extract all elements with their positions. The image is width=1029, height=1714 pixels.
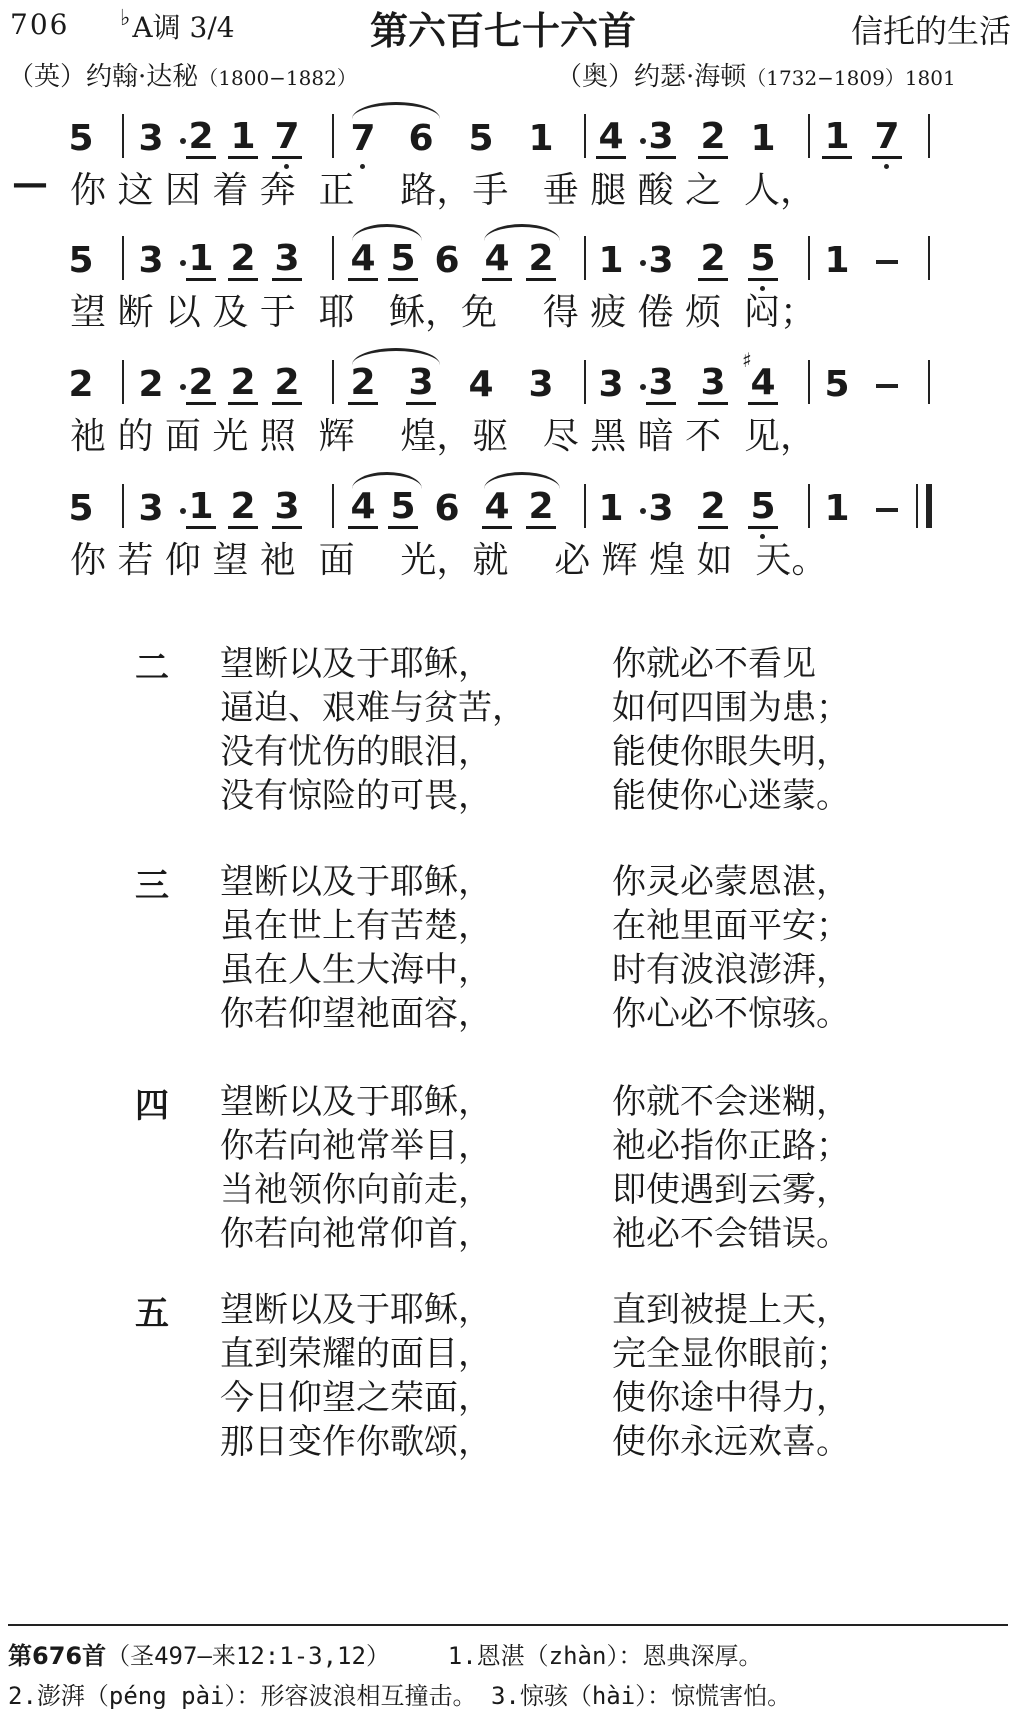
barline: [332, 360, 334, 404]
note: 3: [598, 364, 624, 405]
note: 2: [186, 364, 216, 405]
note: 3: [646, 118, 676, 159]
note: 2: [526, 488, 556, 529]
slur: [352, 224, 422, 241]
note: 2: [138, 364, 164, 405]
verse-line-left: 你若仰望祂面容，: [220, 994, 492, 1034]
slur: [352, 348, 440, 365]
footer-ref: （圣497—来12:1-3,12）: [106, 1642, 390, 1670]
note: 4: [596, 118, 626, 159]
verse-line-left: 虽在人生大海中，: [220, 950, 492, 990]
barline: [928, 236, 930, 280]
barline: [928, 360, 930, 404]
note: 3: [272, 240, 302, 281]
note: 6: [408, 118, 434, 159]
verse-line-left: 你若向祂常仰首，: [220, 1214, 492, 1254]
barline: [584, 360, 586, 404]
verse-label: 二: [135, 648, 169, 688]
verse-line-right: 你心必不惊骇。: [612, 994, 850, 1034]
note: 5: [68, 488, 94, 529]
note: 3: [272, 488, 302, 529]
score-line: [0, 470, 1029, 590]
lyricist-name: （英）约翰·达秘: [8, 62, 199, 92]
note: 3: [698, 364, 728, 405]
barline: [332, 484, 334, 528]
barline: [808, 114, 810, 158]
note: 1: [824, 240, 850, 281]
sustain-dash: [876, 508, 898, 512]
score-line: [0, 100, 1029, 220]
slur: [484, 224, 560, 241]
note: 1: [824, 488, 850, 529]
note: 3: [648, 240, 674, 281]
verse-line-right: 如何四围为患；: [612, 688, 850, 728]
score-line: [0, 222, 1029, 342]
footer-rule: [8, 1624, 1008, 1626]
note: 1: [598, 488, 624, 529]
note: 5: [824, 364, 850, 405]
note: 5: [468, 118, 494, 159]
sharp-icon: ♯: [742, 348, 752, 372]
verse-line-right: 能使你心迷蒙。: [612, 776, 850, 816]
verse-line-left: 今日仰望之荣面，: [220, 1378, 492, 1418]
note: 5: [68, 118, 94, 159]
octave-dot: [884, 164, 889, 169]
verse-line-left: 望断以及于耶稣，: [220, 862, 492, 902]
barline: [122, 114, 124, 158]
note: 5: [68, 240, 94, 281]
note: 2: [186, 118, 216, 159]
note: 7: [350, 118, 376, 159]
note: 6: [434, 488, 460, 529]
note: 4: [482, 240, 512, 281]
note: 2: [272, 364, 302, 405]
verse-label: 三: [135, 866, 169, 906]
verse-line-left: 望断以及于耶稣，: [220, 644, 492, 684]
lyricist-years: （1800−1882）: [198, 66, 357, 90]
key-signature: [120, 6, 235, 46]
key-text: A调 3/4: [132, 11, 235, 44]
note: 2: [698, 488, 728, 529]
verse-line-left: 没有忧伤的眼泪，: [220, 732, 492, 772]
barline: [584, 236, 586, 280]
verse-line-left: 那日变作你歌颂，: [220, 1422, 492, 1462]
final-barline-thin: [916, 484, 918, 528]
verse-line-left: 逼迫、艰难与贫苦，: [220, 688, 526, 728]
slur: [352, 102, 440, 119]
barline: [332, 236, 334, 280]
composer: [556, 56, 956, 93]
note: 4: [348, 240, 378, 281]
verse-line-right: 使你永远欢喜。: [612, 1422, 850, 1462]
verse-line-right: 完全显你眼前；: [612, 1334, 850, 1374]
lyric-line: 你 若 仰 望 祂 面 光，就 必 辉 煌 如 天。: [70, 540, 828, 581]
note: 3: [648, 488, 674, 529]
barline: [122, 360, 124, 404]
verse-line-right: 能使你眼失明，: [612, 732, 850, 772]
note: 5: [388, 488, 418, 529]
note: 6: [434, 240, 460, 281]
flat-icon: ♭: [120, 6, 131, 31]
note: 5: [748, 488, 778, 529]
barline: [584, 114, 586, 158]
verse-line-left: 望断以及于耶稣，: [220, 1290, 492, 1330]
score-line: [0, 346, 1029, 466]
footer-ref-label: 第676首: [8, 1642, 107, 1670]
note: 3: [138, 240, 164, 281]
note: 2: [526, 240, 556, 281]
verse-line-right: 祂必指你正路；: [612, 1126, 850, 1166]
note: 3: [138, 488, 164, 529]
note: 5: [388, 240, 418, 281]
hymn-category: 信托的生活: [850, 12, 1011, 50]
sustain-dash: [876, 260, 898, 264]
verse-line-right: 你就必不看见: [612, 644, 816, 684]
verse-line-left: 当祂领你向前走，: [220, 1170, 492, 1210]
note: 7: [272, 118, 302, 159]
lyricist: [8, 56, 357, 93]
verse-line-right: 即使遇到云雾，: [612, 1170, 850, 1210]
note: 2: [348, 364, 378, 405]
note: 4: [482, 488, 512, 529]
note: 5: [748, 240, 778, 281]
barline: [808, 236, 810, 280]
barline: [808, 484, 810, 528]
verse-line-left: 虽在世上有苦楚，: [220, 906, 492, 946]
footer-line-1: [8, 1636, 762, 1671]
barline: [808, 360, 810, 404]
slur: [484, 472, 560, 489]
note: 4: [348, 488, 378, 529]
hymn-number: 706: [10, 8, 70, 41]
verse-label: 四: [135, 1086, 169, 1126]
barline: [122, 236, 124, 280]
note: 1: [598, 240, 624, 281]
hymn-header: [0, 0, 1029, 53]
note: 3: [646, 364, 676, 405]
slur: [352, 472, 422, 489]
final-barline: [926, 484, 932, 528]
verse-label: —: [12, 162, 48, 204]
verse-label: 五: [135, 1294, 169, 1334]
note: 3: [528, 364, 554, 405]
note: 2: [228, 364, 258, 405]
note: 3: [138, 118, 164, 159]
lyric-line: 你 这 因 着 奔 正 路，手 垂 腿 酸 之 人，: [70, 170, 816, 211]
credits: [0, 56, 1029, 96]
barline: [332, 114, 334, 158]
note: 2: [228, 240, 258, 281]
note: 2: [698, 118, 728, 159]
barline: [928, 114, 930, 158]
note: 4: [468, 364, 494, 405]
note: 2: [68, 364, 94, 405]
composer-name: （奥）约瑟·海顿: [556, 62, 747, 92]
note: 1: [186, 488, 216, 529]
note: 1: [186, 240, 216, 281]
verse-line-right: 你就不会迷糊，: [612, 1082, 850, 1122]
note: 1: [228, 118, 258, 159]
verse-line-left: 望断以及于耶稣，: [220, 1082, 492, 1122]
verse-line-right: 在祂里面平安；: [612, 906, 850, 946]
note: 1: [822, 118, 852, 159]
footer-note-1: 1.恩湛（zhàn）：恩典深厚。: [447, 1642, 763, 1670]
note: 1: [750, 118, 776, 159]
verse-line-right: 使你途中得力，: [612, 1378, 850, 1418]
footer-line-2: 2.澎湃（péng pài）：形容波浪相互撞击。 3.惊骇（hài）：惊慌害怕。: [8, 1682, 792, 1710]
verse-line-left: 直到荣耀的面目，: [220, 1334, 492, 1374]
note: 2: [228, 488, 258, 529]
verse-line-right: 时有波浪澎湃，: [612, 950, 850, 990]
composer-years: （1732−1809）1801: [746, 66, 956, 90]
barline: [584, 484, 586, 528]
verse-line-left: 没有惊险的可畏，: [220, 776, 492, 816]
note: 3: [406, 364, 436, 405]
lyric-line: 祂 的 面 光 照 辉 煌，驱 尽 黑 暗 不 见，: [70, 416, 816, 457]
note: 2: [698, 240, 728, 281]
note: 4: [748, 364, 778, 405]
sustain-dash: [876, 384, 898, 388]
verse-line-left: 你若向祂常举目，: [220, 1126, 492, 1166]
note: 1: [528, 118, 554, 159]
verse-line-right: 祂必不会错误。: [612, 1214, 850, 1254]
note: 7: [872, 118, 902, 159]
lyric-line: 望 断 以 及 于 耶 稣，免 得 疲 倦 烦 闷；: [70, 292, 816, 333]
hymn-title: 第六百七十六首: [370, 9, 637, 53]
barline: [122, 484, 124, 528]
verse-line-right: 直到被提上天，: [612, 1290, 850, 1330]
verse-line-right: 你灵必蒙恩湛，: [612, 862, 850, 902]
